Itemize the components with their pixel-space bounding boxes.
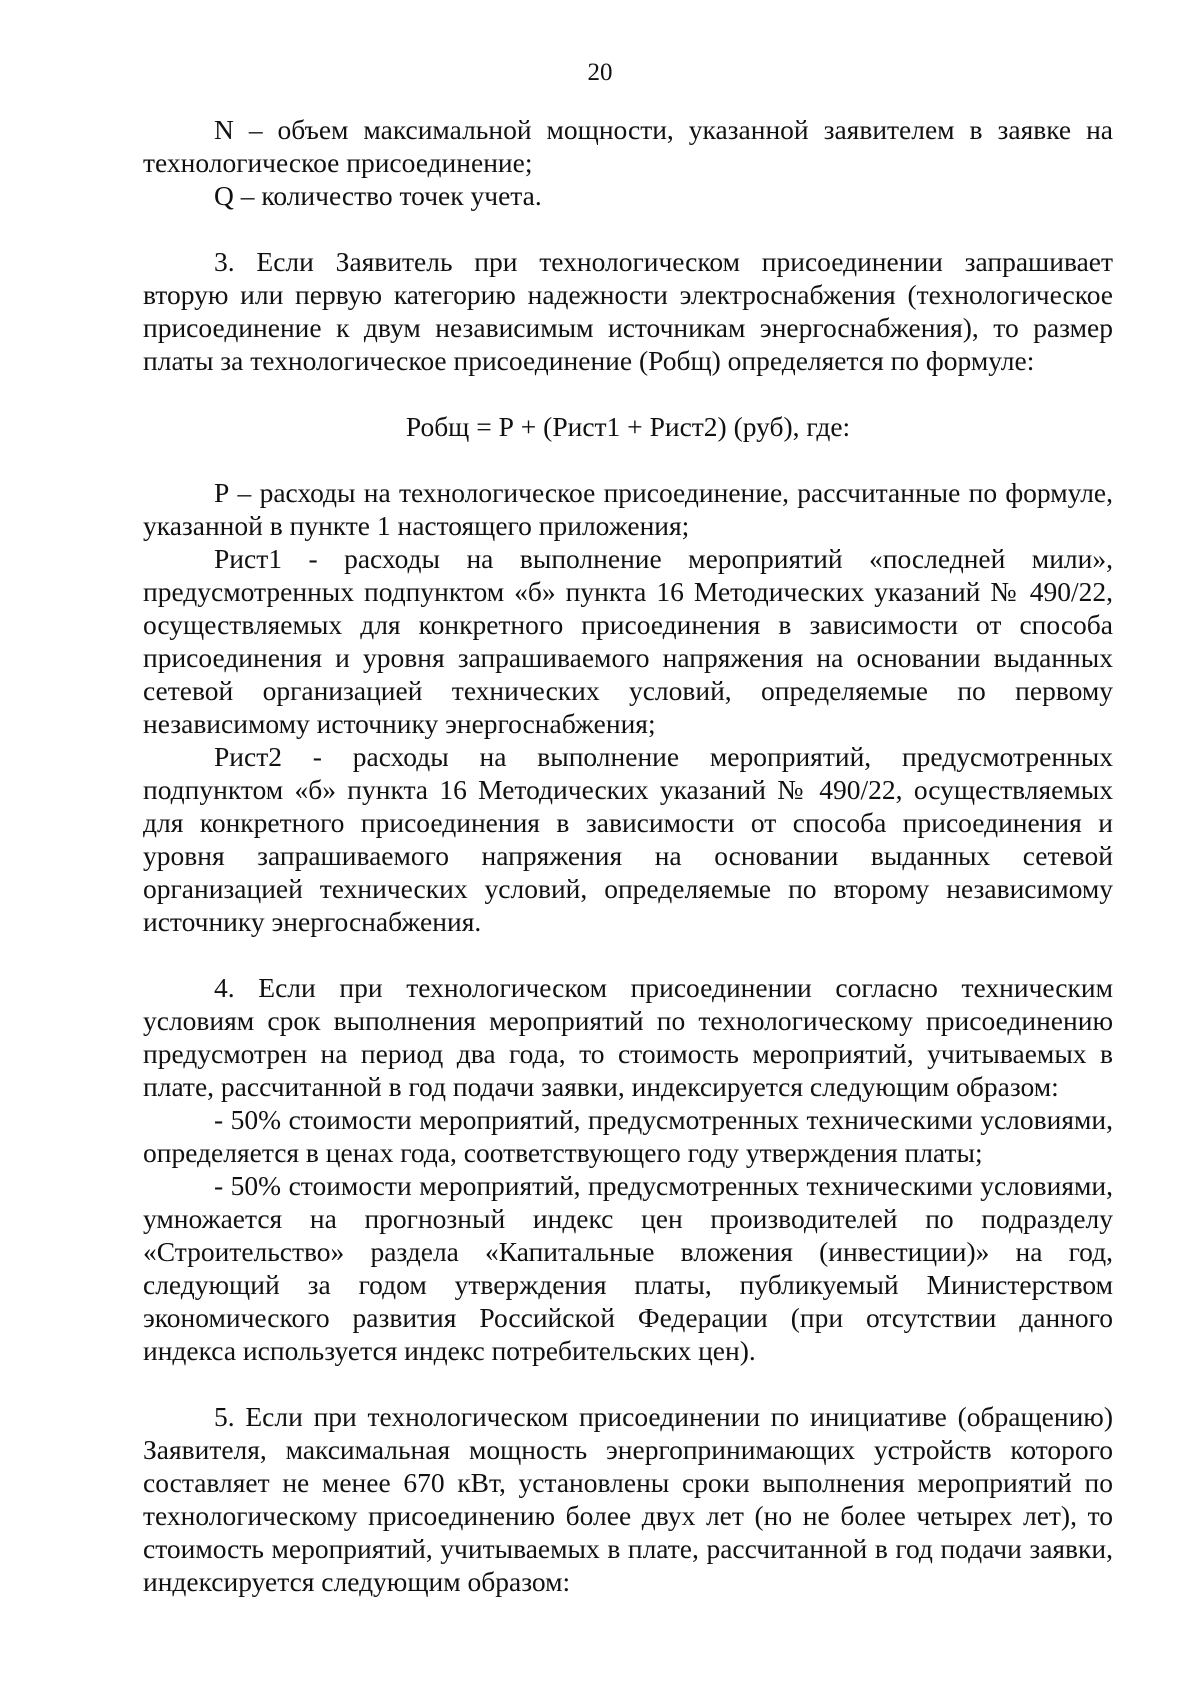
paragraph-4-item-2: - 50% стоимости мероприятий, предусмотренных техническими условиями, умножается на прогнозный индекс цен производителей по подразделу «Строительство» раздела «Капитальные вложения (инвестиции)» на год, следующий за годом утверждения платы, публикуемый Министерством экономического развития Российской Федерации (при отсутствии данного индекса используется индекс потребительских цен). <box>143 1170 1113 1366</box>
definition-rist2: Рист2 - расходы на выполнение мероприятий, предусмотренных подпунктом «б» пункта 16 Методических указаний № 490/22, осуществляемых для конкретного присоединения в зависимости от способа присоединения и уровня запрашиваемого напряжения на основании выданных сетевой организацией технических условий, определяемые по второму независимому источнику энергоснабжения. <box>143 741 1113 937</box>
definition-rist1: Рист1 - расходы на выполнение мероприятий «последней мили», предусмотренных подпунктом «б» пункта 16 Методических указаний № 490/22, осуществляемых для конкретного присоединения в зависимости от способа присоединения и уровня запрашиваемого напряжения на основании выданных сетевой организацией технических условий, определяемые по первому независимому источнику энергоснабжения; <box>143 543 1113 739</box>
paragraph-5: 5. Если при технологическом присоединении по инициативе (обращению) Заявителя, максимальная мощность энергопринимающих устройств которого составляет не менее 670 кВт, установлены сроки выполнения мероприятий по технологическому присоединению более двух лет (но не более четырех лет), то стоимость мероприятий, учитываемых в плате, рассчитанной в год подачи заявки, индексируется следующим образом: <box>143 1401 1113 1597</box>
document-body <box>143 113 1113 1598</box>
paragraph-4-item-1: - 50% стоимости мероприятий, предусмотренных техническими условиями, определяется в ценах года, соответствующего году утверждения платы; <box>143 1104 1113 1168</box>
formula-total-payment: Робщ = Р + (Рист1 + Рист2) (руб), где: <box>405 411 851 442</box>
definition-n: N – объем максимальной мощности, указанной заявителем в заявке на технологическое присоединение; <box>143 114 1113 178</box>
definition-p: Р – расходы на технологическое присоединение, рассчитанные по формуле, указанной в пункте 1 настоящего приложения; <box>143 477 1113 541</box>
paragraph-4: 4. Если при технологическом присоединении согласно техническим условиям срок выполнения мероприятий по технологическому присоединению предусмотрен на период два года, то стоимость мероприятий, учитываемых в плате, рассчитанной в год подачи заявки, индексируется следующим образом: <box>143 972 1113 1102</box>
paragraph-3: 3. Если Заявитель при технологическом присоединении запрашивает вторую или первую категорию надежности электроснабжения (технологическое присоединение к двум независимым источникам энергоснабжения), то размер платы за технологическое присоединение (Робщ) определяется по формуле: <box>143 246 1113 376</box>
definition-q: Q – количество точек учета. <box>214 180 542 211</box>
page-number: 20 <box>587 59 613 86</box>
